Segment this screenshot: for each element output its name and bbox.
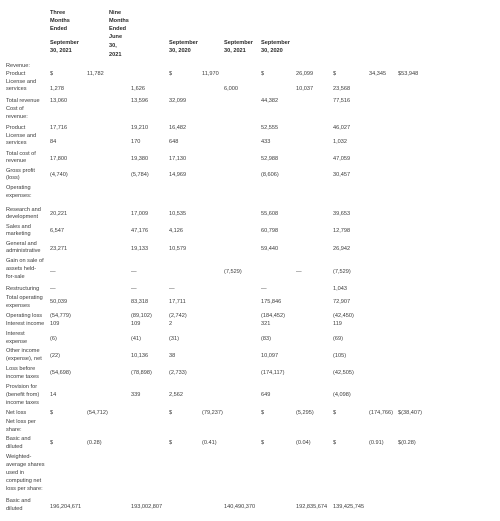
row-basic-diluted-shares-label-2: diluted xyxy=(6,506,23,512)
section-net-loss-per-share-2: share: xyxy=(6,427,22,433)
row-net-loss-cell5: $(38,407) xyxy=(398,410,422,416)
row-gain-sale-label-3: for-sale xyxy=(6,274,25,280)
row-loss-before-e: (42,505) xyxy=(333,370,354,376)
row-total-revenue-label: Total revenue xyxy=(6,98,40,104)
header-sep-d-line1: September xyxy=(261,40,290,46)
row-operating-loss-e: (42,450) xyxy=(333,313,354,319)
header-col2-line6: 2021 xyxy=(109,52,122,58)
row-provision-label-1: Provision for xyxy=(6,384,38,390)
row-license-d: 10,037 xyxy=(296,86,314,92)
row-license-cost-d: 433 xyxy=(261,139,271,145)
row-restructuring-e: 1,043 xyxy=(333,286,347,292)
row-gain-sale-b: — xyxy=(131,269,137,275)
row-basic-diluted-shares-e: 139,425,745 xyxy=(333,504,365,510)
row-total-opex-c: 17,711 xyxy=(169,299,186,305)
section-weighted-3: used in xyxy=(6,470,25,476)
header-col2-line3: Ended xyxy=(109,26,127,32)
row-basic-diluted-cell2: (0.41) xyxy=(202,440,217,446)
header-sep-a-line2: 30, 2021 xyxy=(50,48,72,54)
row-license-label-2: services xyxy=(6,86,27,92)
row-other-income-c: 38 xyxy=(169,353,176,359)
row-product-cell1: 11,782 xyxy=(87,71,104,77)
row-license-label-1: License and xyxy=(6,79,37,85)
row-net-loss-dollar3: $ xyxy=(261,410,265,416)
row-provision-label-2: (benefit from) xyxy=(6,392,40,398)
section-cost-of-revenue-2: revenue: xyxy=(6,114,28,120)
row-provision-d: 649 xyxy=(261,392,271,398)
row-basic-diluted-shares-label-1: Basic and xyxy=(6,498,31,504)
row-license-e: 23,568 xyxy=(333,86,351,92)
row-total-cost-label-1: Total cost of xyxy=(6,151,36,157)
section-operating-expenses-1: Operating xyxy=(6,185,31,191)
row-net-loss-dollar4: $ xyxy=(333,410,337,416)
row-interest-income-b: 109 xyxy=(131,321,141,327)
section-operating-expenses-2: expenses: xyxy=(6,193,32,199)
row-net-loss-dollar2: $ xyxy=(169,410,173,416)
section-net-loss-per-share-1: Net loss per xyxy=(6,419,36,425)
row-license-cost-a: 84 xyxy=(50,139,57,145)
row-loss-before-b: (78,898) xyxy=(131,370,152,376)
row-total-revenue-e: 77,516 xyxy=(333,98,351,104)
row-net-loss-cell2: (79,237) xyxy=(202,410,223,416)
row-product-dollar2: $ xyxy=(169,71,173,77)
header-sep-b-line1: September xyxy=(169,40,198,46)
header-col2-line5: 30, xyxy=(109,43,117,49)
row-license-cost-b: 170 xyxy=(131,139,141,145)
row-product-cost-c: 16,482 xyxy=(169,125,187,131)
row-other-income-d: 10,097 xyxy=(261,353,279,359)
row-gain-sale-a: — xyxy=(50,269,56,275)
header-col1-line3: Ended xyxy=(50,26,68,32)
row-net-loss-dollar1: $ xyxy=(50,410,54,416)
row-product-cost-e: 46,027 xyxy=(333,125,351,131)
row-loss-before-label-1: Loss before xyxy=(6,366,36,372)
header-col2-line1: Nine xyxy=(109,10,122,16)
row-sales-e: 12,798 xyxy=(333,228,351,234)
row-total-opex-label-2: expenses xyxy=(6,303,30,309)
row-other-income-label-2: (expense), net xyxy=(6,356,42,362)
row-product-cell3: 26,099 xyxy=(296,71,314,77)
row-license-b: 1,626 xyxy=(131,86,145,92)
row-basic-diluted-dollar2: $ xyxy=(169,440,173,446)
row-total-cost-e: 47,059 xyxy=(333,156,351,162)
row-other-income-e: (105) xyxy=(333,353,347,359)
row-interest-income-c: 2 xyxy=(169,321,173,327)
row-gross-profit-label-1: Gross profit xyxy=(6,168,35,174)
row-basic-diluted-shares-b: 193,002,807 xyxy=(131,504,163,510)
row-rnd-e: 39,653 xyxy=(333,211,351,217)
row-restructuring-d: — xyxy=(261,286,267,292)
row-interest-expense-a: (6) xyxy=(50,336,57,342)
row-net-loss-cell4: (174,766) xyxy=(369,410,393,416)
row-total-cost-d: 52,988 xyxy=(261,156,279,162)
row-other-income-b: 10,136 xyxy=(131,353,149,359)
row-license-cost-c: 648 xyxy=(169,139,179,145)
row-total-cost-b: 19,380 xyxy=(131,156,149,162)
row-product-cell4: 34,345 xyxy=(369,71,387,77)
row-net-loss-label: Net loss xyxy=(6,410,27,416)
row-product-cost-a: 17,716 xyxy=(50,125,68,131)
row-total-opex-a: 50,039 xyxy=(50,299,68,305)
header-sep-d-line2: 30, 2020 xyxy=(261,48,283,54)
row-interest-income-e: 119 xyxy=(333,321,342,327)
row-sales-c: 4,126 xyxy=(169,228,183,234)
row-other-income-label-1: Other income xyxy=(6,348,40,354)
row-sales-b: 47,176 xyxy=(131,228,149,234)
row-operating-loss-label: Operating loss xyxy=(6,313,43,319)
section-revenue: Revenue: xyxy=(6,63,30,69)
row-basic-diluted-cell5: $(0.28) xyxy=(398,440,416,446)
row-gross-profit-e: 30,457 xyxy=(333,172,351,178)
header-col2-line4: June xyxy=(109,34,123,40)
row-gna-c: 10,579 xyxy=(169,246,187,252)
row-license-a: 1,278 xyxy=(50,86,64,92)
row-loss-before-a: (54,698) xyxy=(50,370,71,376)
row-provision-a: 14 xyxy=(50,392,57,398)
section-weighted-4: computing net xyxy=(6,478,42,484)
row-gain-sale-label-1: Gain on sale of xyxy=(6,258,44,264)
row-rnd-a: 20,221 xyxy=(50,211,68,217)
row-gna-d: 59,440 xyxy=(261,246,279,252)
row-total-opex-e: 72,907 xyxy=(333,299,351,305)
row-rnd-b: 17,009 xyxy=(131,211,149,217)
row-total-opex-b: 83,318 xyxy=(131,299,149,305)
row-basic-diluted-shares-c: 140,490,370 xyxy=(224,504,256,510)
row-total-cost-label-2: revenue xyxy=(6,158,27,164)
row-product-cost-d: 52,555 xyxy=(261,125,279,131)
row-gross-profit-label-2: (loss) xyxy=(6,175,20,181)
row-product-dollar4: $ xyxy=(333,71,337,77)
row-provision-c: 2,562 xyxy=(169,392,183,398)
row-gain-sale-e: (7,529) xyxy=(333,269,351,275)
row-rnd-d: 55,608 xyxy=(261,211,279,217)
row-rnd-c: 10,535 xyxy=(169,211,187,217)
row-gna-label-2: administrative xyxy=(6,248,41,254)
section-weighted-5: loss per share: xyxy=(6,486,43,492)
row-product-cost-b: 19,210 xyxy=(131,125,149,131)
row-restructuring-c: — xyxy=(169,286,175,292)
row-operating-loss-a: (54,779) xyxy=(50,313,71,319)
row-total-opex-d: 175,846 xyxy=(261,299,282,305)
row-provision-e: (4,098) xyxy=(333,392,351,398)
row-product-cell5: $53,948 xyxy=(398,71,419,77)
row-basic-diluted-label-1: Basic and xyxy=(6,436,31,442)
row-sales-d: 60,798 xyxy=(261,228,279,234)
row-license-cost-e: 1,032 xyxy=(333,139,347,145)
row-license-cost-label-2: services xyxy=(6,140,27,146)
section-weighted-2: average shares xyxy=(6,462,45,468)
header-col1-line2: Months xyxy=(50,18,70,24)
row-gross-profit-d: (8,606) xyxy=(261,172,279,178)
row-gross-profit-c: 14,969 xyxy=(169,172,187,178)
row-product-label: Product xyxy=(6,71,26,77)
row-interest-expense-label-2: expense xyxy=(6,339,28,345)
row-loss-before-label-2: income taxes xyxy=(6,374,39,380)
row-total-cost-c: 17,130 xyxy=(169,156,187,162)
row-basic-diluted-cell4: (0.91) xyxy=(369,440,384,446)
row-loss-before-d: (174,117) xyxy=(261,370,285,376)
row-sales-label-1: Sales and xyxy=(6,224,31,230)
row-basic-diluted-dollar4: $ xyxy=(333,440,337,446)
row-basic-diluted-shares-d: 192,835,674 xyxy=(296,504,328,510)
section-weighted-1: Weighted- xyxy=(6,454,32,460)
row-total-revenue-d: 44,382 xyxy=(261,98,279,104)
row-gross-profit-a: (4,740) xyxy=(50,172,68,178)
row-license-c: 6,000 xyxy=(224,86,238,92)
row-operating-loss-d: (184,452) xyxy=(261,313,285,319)
row-total-cost-a: 17,800 xyxy=(50,156,68,162)
row-basic-diluted-dollar1: $ xyxy=(50,440,54,446)
row-total-revenue-b: 13,596 xyxy=(131,98,149,104)
header-sep-b-line2: 30, 2020 xyxy=(169,48,191,54)
row-product-cost-label: Product xyxy=(6,125,26,131)
header-col1-line1: Three xyxy=(50,10,66,16)
row-restructuring-a: — xyxy=(50,286,56,292)
row-provision-label-3: income taxes xyxy=(6,400,39,406)
row-restructuring-label: Restructuring xyxy=(6,286,40,292)
row-basic-diluted-shares-a: 196,204,671 xyxy=(50,504,82,510)
header-sep-a-line1: September xyxy=(50,40,79,46)
row-gain-sale-d: — xyxy=(296,269,302,275)
header-sep-c-line2: 30, 2021 xyxy=(224,48,246,54)
row-basic-diluted-label-2: diluted xyxy=(6,444,23,450)
header-sep-c-line1: September xyxy=(224,40,253,46)
row-gna-b: 19,133 xyxy=(131,246,149,252)
row-net-loss-cell3: (5,295) xyxy=(296,410,314,416)
row-rnd-label-2: development xyxy=(6,214,39,220)
row-interest-income-label: Interest income xyxy=(6,321,45,327)
row-basic-diluted-cell1: (0.28) xyxy=(87,440,102,446)
row-product-cell2: 11,970 xyxy=(202,71,219,77)
row-sales-label-2: marketing xyxy=(6,231,31,237)
row-gna-a: 23,271 xyxy=(50,246,68,252)
row-gna-e: 26,942 xyxy=(333,246,351,252)
row-net-loss-cell1: (54,712) xyxy=(87,410,108,416)
row-loss-before-c: (2,733) xyxy=(169,370,187,376)
row-gain-sale-c: (7,529) xyxy=(224,269,242,275)
row-provision-b: 339 xyxy=(131,392,141,398)
row-license-cost-label-1: License and xyxy=(6,133,37,139)
row-gain-sale-label-2: assets held- xyxy=(6,266,37,272)
row-gna-label-1: General and xyxy=(6,241,37,247)
row-interest-expense-e: (69) xyxy=(333,336,343,342)
row-interest-income-d: 321 xyxy=(261,321,271,327)
row-interest-expense-label-1: Interest xyxy=(6,331,25,337)
row-product-dollar1: $ xyxy=(50,71,54,77)
row-sales-a: 6,547 xyxy=(50,228,64,234)
header-col2-line2: Months xyxy=(109,18,129,24)
row-operating-loss-c: (2,742) xyxy=(169,313,187,319)
row-restructuring-b: — xyxy=(131,286,137,292)
row-total-opex-label-1: Total operating xyxy=(6,295,43,301)
row-other-income-a: (22) xyxy=(50,353,60,359)
row-interest-expense-b: (41) xyxy=(131,336,141,342)
row-basic-diluted-cell3: (0.04) xyxy=(296,440,311,446)
row-total-revenue-a: 13,060 xyxy=(50,98,68,104)
section-cost-of-revenue-1: Cost of xyxy=(6,106,24,112)
row-rnd-label-1: Research and xyxy=(6,207,41,213)
row-gross-profit-b: (5,784) xyxy=(131,172,149,178)
row-product-dollar3: $ xyxy=(261,71,265,77)
row-total-revenue-c: 32,099 xyxy=(169,98,187,104)
row-operating-loss-b: (89,102) xyxy=(131,313,152,319)
row-basic-diluted-dollar3: $ xyxy=(261,440,265,446)
row-interest-income-a: 109 xyxy=(50,321,60,327)
row-interest-expense-d: (83) xyxy=(261,336,271,342)
row-interest-expense-c: (31) xyxy=(169,336,179,342)
